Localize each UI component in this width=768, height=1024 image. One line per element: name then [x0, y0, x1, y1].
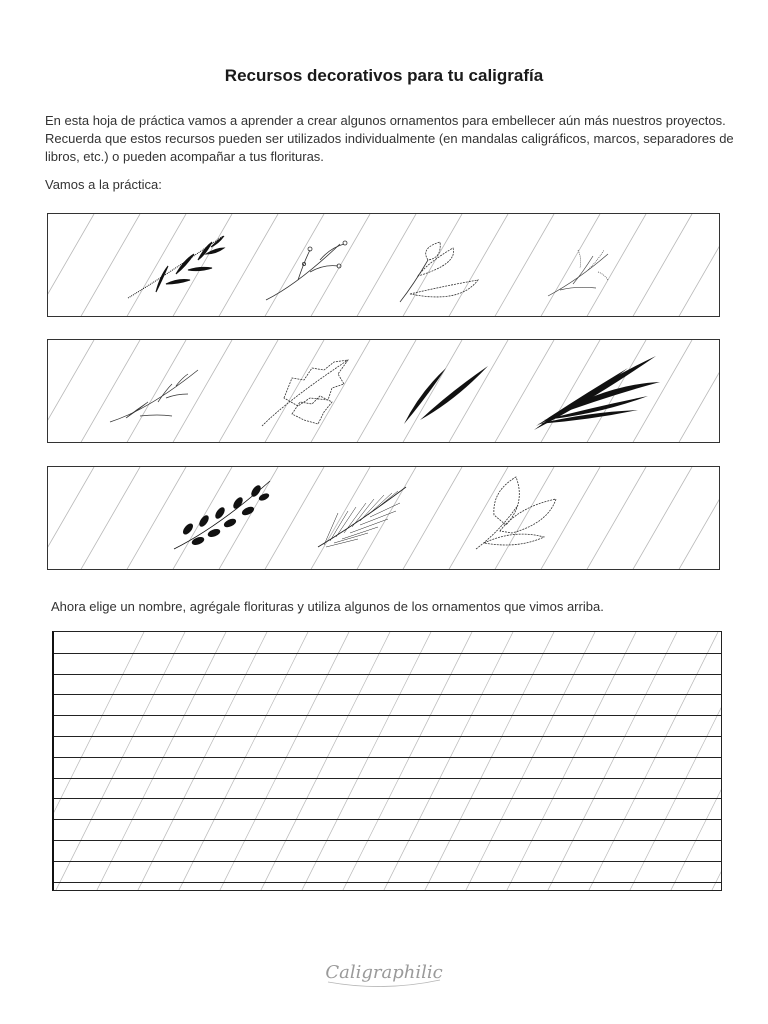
signature-logo [0, 952, 768, 997]
writing-practice-area[interactable] [52, 631, 722, 891]
slant-guide-line [137, 632, 267, 891]
outline-leaves-icon [400, 242, 478, 302]
ornaments-row-1 [48, 214, 720, 317]
palm-fronds-icon [534, 356, 660, 430]
intro-paragraph: En esta hoja de práctica vamos a aprender a crear algunos ornamentos para embellecer aún más nuestros proyectos. Recuerda que estos recursos pueden ser utilizados individualmente (en mandalas caligráficos, marcos, separadores de libros, etc.) o pueden acompañar a tus florituras. [45, 113, 734, 164]
slant-guide-line [629, 632, 722, 891]
slant-guide-line [301, 632, 431, 891]
ornaments-row-3 [48, 467, 720, 570]
fern-sprig-icon [110, 370, 198, 422]
slant-guide-line [547, 632, 677, 891]
slant-guide-line [342, 632, 472, 891]
slant-guide-line [55, 632, 185, 891]
grass-blades-icon [404, 366, 488, 424]
slant-guide-line [588, 632, 718, 891]
slant-guide-line [178, 632, 308, 891]
holly-leaves-icon [262, 360, 348, 426]
svg-text:Caligraphilic: Caligraphilic [325, 962, 443, 983]
slant-guide-line [670, 632, 722, 891]
slant-guide-line [424, 632, 554, 891]
slant-guide-line [383, 632, 513, 891]
berry-sprig-icon [266, 241, 347, 300]
practice-box-1 [47, 213, 720, 317]
slant-guide-line [54, 632, 144, 891]
practice-box-2 [47, 339, 720, 443]
slant-guide-line [506, 632, 636, 891]
slant-guide-line [711, 632, 722, 891]
practice-lead: Vamos a la práctica: [45, 177, 162, 192]
slant-guide-line [96, 632, 226, 891]
page-title: Recursos decorativos para tu caligrafía [224, 66, 544, 85]
feather-frond-icon [318, 487, 406, 547]
olive-branch-icon [174, 481, 270, 549]
ornaments-row-2 [48, 340, 720, 443]
writing-lines [54, 632, 722, 891]
slant-guide-line [219, 632, 349, 891]
leafy-sprig-icon [128, 236, 224, 298]
practice-box-3 [47, 466, 720, 570]
writing-prompt: Ahora elige un nombre, agrégale florituras y utiliza algunos de los ornamentos que vimos arriba. [51, 599, 604, 614]
lavender-sprig-icon [548, 250, 608, 296]
outline-leaf-pair-icon [476, 477, 556, 549]
slant-guide-line [260, 632, 390, 891]
calligraphy-signature-icon [314, 952, 454, 992]
slant-guide-line [465, 632, 595, 891]
